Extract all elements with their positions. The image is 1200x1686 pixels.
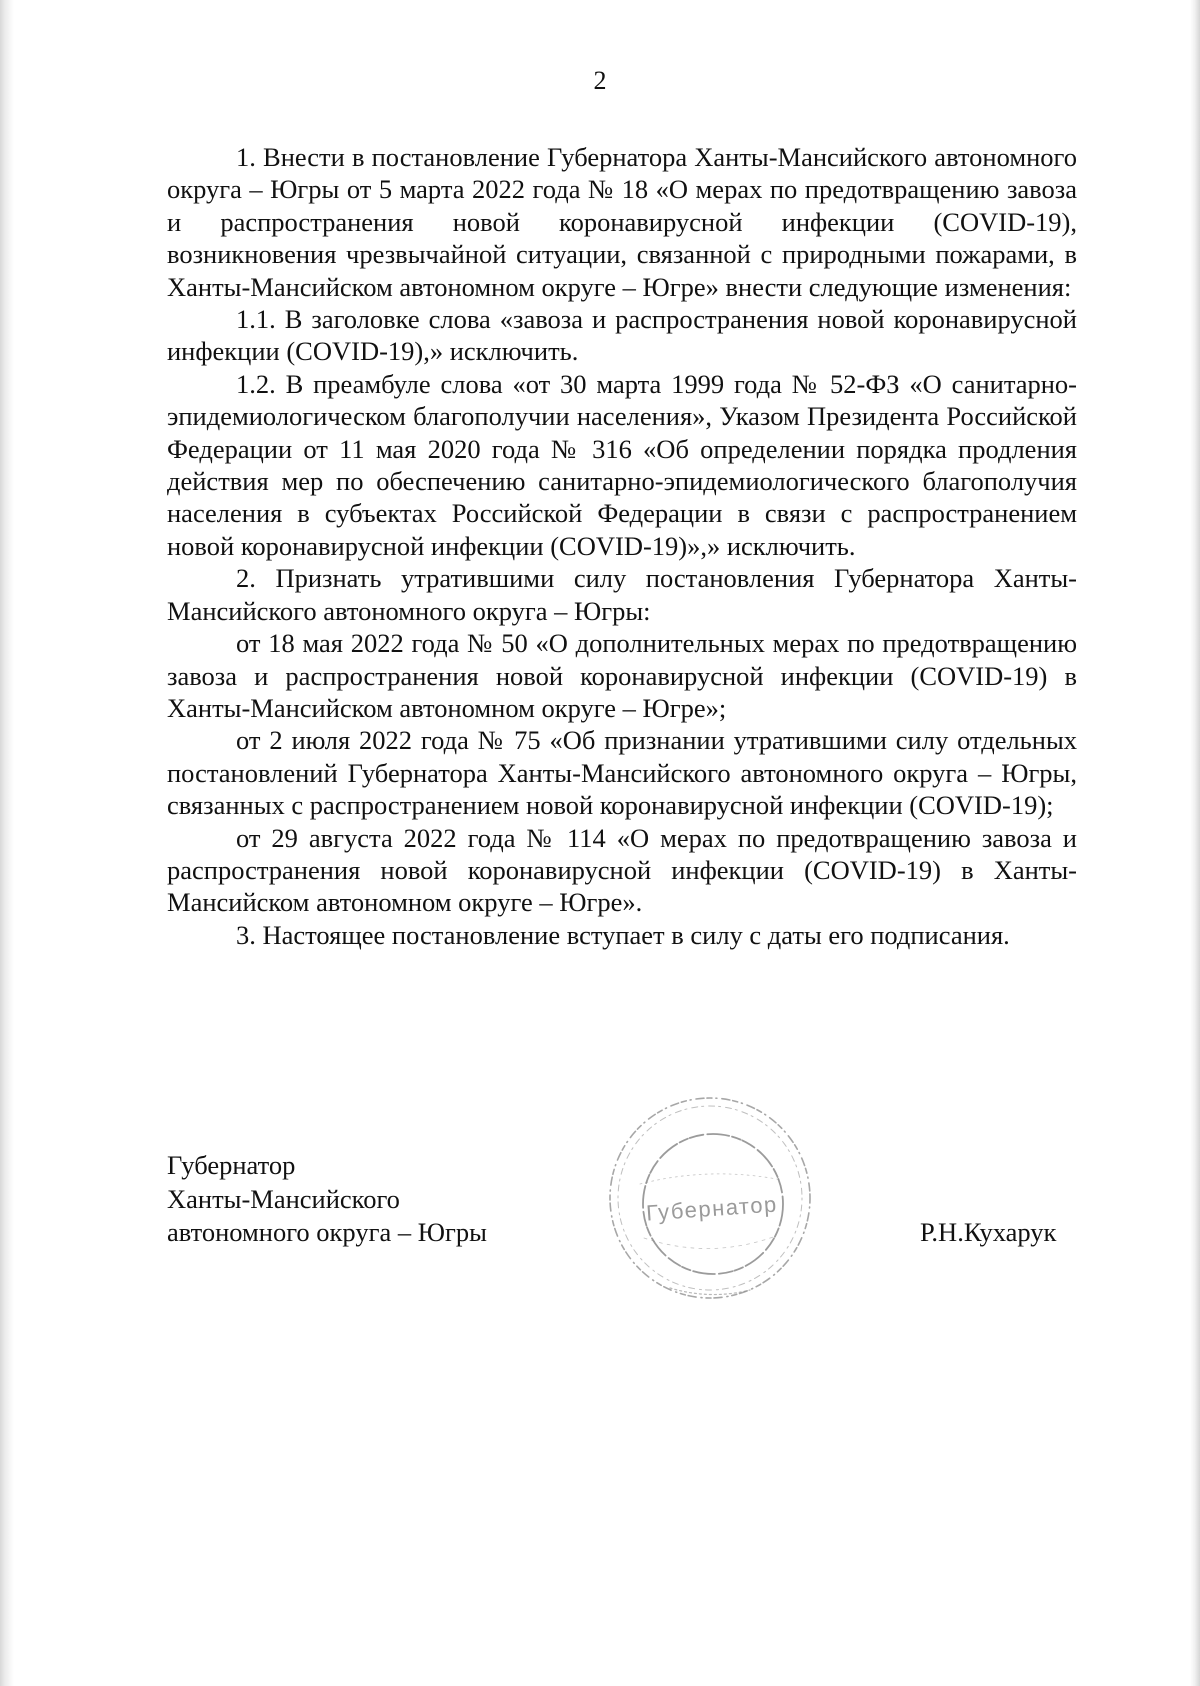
signer-position-line: автономного округа – Югры [167, 1217, 487, 1247]
paragraph-1-1: 1.1. В заголовке слова «завоза и распространения новой коронавирусной инфекции (COVID-19),» исключить. [167, 304, 1077, 367]
decree-body [167, 141, 1077, 951]
paragraph-1-2: 1.2. В преамбуле слова «от 30 марта 1999 года № 52-ФЗ «О санитарно-эпидемиологическом благополучии населения», Указом Президента Российской Федерации от 11 мая 2020 года № 316 «Об определении порядка продления действия мер по обеспечению санитарно-эпидемиологического благополучия населения в субъектах Российской Федерации в связи с распространением новой коронавирусной инфекции (COVID-19)»,» исключить. [167, 368, 1077, 561]
scan-edge-left [0, 0, 14, 1686]
paragraph-1: 1. Внести в постановление Губернатора Ханты-Мансийского автономного округа – Югры от 5 марта 2022 года № 18 «О мерах по предотвращению завоза и распространения новой коронавирусной инфекции (COVID-19), возникновения чрезвычайной ситуации, связанной с природными пожарами, в Ханты-Мансийском автономном округе – Югре» внести следующие изменения: [167, 142, 1077, 302]
signer-position-line: Ханты-Мансийского [167, 1183, 400, 1214]
signer-position [167, 1149, 487, 1250]
paragraph-2-item-3: от 29 августа 2022 года № 114 «О мерах по предотвращению завоза и распространения новой коронавирусной инфекции (COVID-19) в Ханты-Мансийском автономном округе – Югре». [167, 822, 1077, 918]
paragraph-3: 3. Настоящее постановление вступает в силу с даты его подписания. [236, 919, 1010, 950]
paragraph-2: 2. Признать утратившими силу постановления Губернатора Ханты-Мансийского автономного округа – Югры: [167, 563, 1077, 626]
page-number: 2 [593, 66, 607, 95]
signer-name: Р.Н.Кухарук [920, 1217, 1057, 1247]
scan-edge-right [1190, 0, 1200, 1686]
official-stamp [600, 1088, 820, 1308]
paragraph-2-item-2: от 2 июля 2022 года № 75 «Об признании утратившими силу отдельных постановлений Губернатора Ханты-Мансийского автономного округа – Югры, связанных с распространением новой коронавирусной инфекции (COVID-19); [167, 725, 1077, 821]
paragraph-2-item-1: от 18 мая 2022 года № 50 «О дополнительных мерах по предотвращению завоза и распространения новой коронавирусной инфекции (COVID-19) в Ханты-Мансийском автономном округе – Югре»; [167, 628, 1077, 723]
stamp-text: Губернатор [645, 1191, 779, 1226]
signer-position-line: Губернатор [167, 1150, 296, 1180]
